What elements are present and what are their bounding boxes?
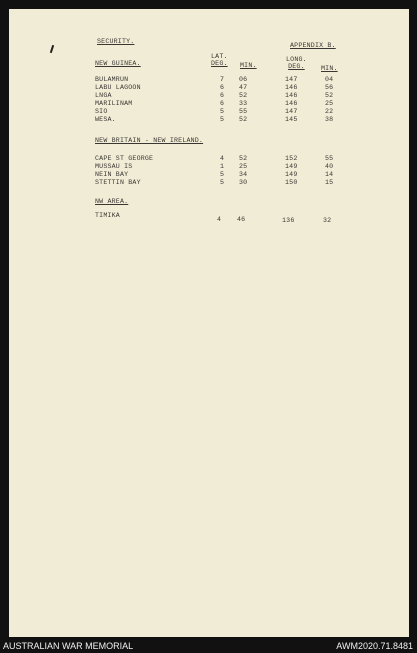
- place-name: WESA.: [95, 116, 116, 123]
- long-deg: 149: [285, 171, 298, 178]
- pencil-mark-icon: [50, 45, 54, 53]
- lat-min-header: MIN.: [240, 62, 257, 69]
- lat-min: 30: [239, 179, 248, 186]
- place-name: NEIN BAY: [95, 171, 129, 178]
- long-min-header: MIN.: [321, 65, 338, 72]
- lat-min: 46: [237, 216, 246, 223]
- long-deg: 136: [282, 217, 295, 224]
- lat-min: 47: [239, 84, 248, 91]
- long-min: 22: [325, 108, 334, 115]
- footer-bar: [0, 639, 417, 653]
- long-deg: 145: [285, 116, 298, 123]
- place-name: TIMIKA: [95, 212, 120, 219]
- long-deg: 146: [285, 92, 298, 99]
- lat-deg: 6: [220, 84, 225, 91]
- place-name: LNGA: [95, 92, 112, 99]
- long-deg: 147: [285, 76, 298, 83]
- long-deg: 146: [285, 84, 298, 91]
- long-min: 25: [325, 100, 334, 107]
- section-title-nw-area: NW AREA.: [95, 198, 129, 205]
- long-deg: 147: [285, 108, 298, 115]
- long-deg: 146: [285, 100, 298, 107]
- place-name: STETTIN BAY: [95, 179, 141, 186]
- place-name: MUSSAU IS: [95, 163, 133, 170]
- lat-min: 52: [239, 155, 248, 162]
- lat-min: 52: [239, 116, 248, 123]
- document-page: [9, 9, 409, 637]
- lat-deg: 4: [220, 155, 225, 162]
- place-name: CAPE ST GEORGE: [95, 155, 154, 162]
- long-deg: 150: [285, 179, 298, 186]
- long-min: 14: [325, 171, 334, 178]
- lat-deg: 7: [220, 76, 225, 83]
- lat-deg: 5: [220, 171, 225, 178]
- lat-deg: 5: [220, 108, 225, 115]
- long-min: 38: [325, 116, 334, 123]
- section-title-new-britain: NEW BRITAIN - NEW IRELAND.: [95, 137, 204, 144]
- place-name: LABU LAGOON: [95, 84, 141, 91]
- lat-min: 55: [239, 108, 248, 115]
- lat-deg: 5: [220, 179, 225, 186]
- section-title-new-guinea: NEW GUINEA.: [95, 60, 141, 67]
- lat-min: 25: [239, 163, 248, 170]
- footer-institution: AUSTRALIAN WAR MEMORIAL: [3, 641, 134, 651]
- long-min: 55: [325, 155, 334, 162]
- lat-min: 33: [239, 100, 248, 107]
- long-min: 04: [325, 76, 334, 83]
- long-deg: 152: [285, 155, 298, 162]
- lat-deg-header: LAT. DEG.: [211, 53, 228, 67]
- long-min: 32: [323, 217, 332, 224]
- lat-deg: 6: [220, 100, 225, 107]
- long-min: 15: [325, 179, 334, 186]
- place-name: SIO: [95, 108, 108, 115]
- lat-min: 06: [239, 76, 248, 83]
- long-deg: 149: [285, 163, 298, 170]
- lat-deg: 1: [220, 163, 225, 170]
- long-min: 56: [325, 84, 334, 91]
- security-heading: SECURITY.: [97, 38, 135, 45]
- long-deg-header: LONG. DEG.: [286, 56, 307, 70]
- lat-deg: 6: [220, 92, 225, 99]
- lat-min: 34: [239, 171, 248, 178]
- footer-accession-number: AWM2020.71.8481: [336, 641, 413, 651]
- lat-deg: 4: [217, 216, 222, 223]
- place-name: MARILINAM: [95, 100, 133, 107]
- long-min: 52: [325, 92, 334, 99]
- lat-min: 52: [239, 92, 248, 99]
- place-name: BULAMRUN: [95, 76, 129, 83]
- long-min: 40: [325, 163, 334, 170]
- lat-deg: 5: [220, 116, 225, 123]
- appendix-label: APPENDIX B.: [290, 42, 336, 49]
